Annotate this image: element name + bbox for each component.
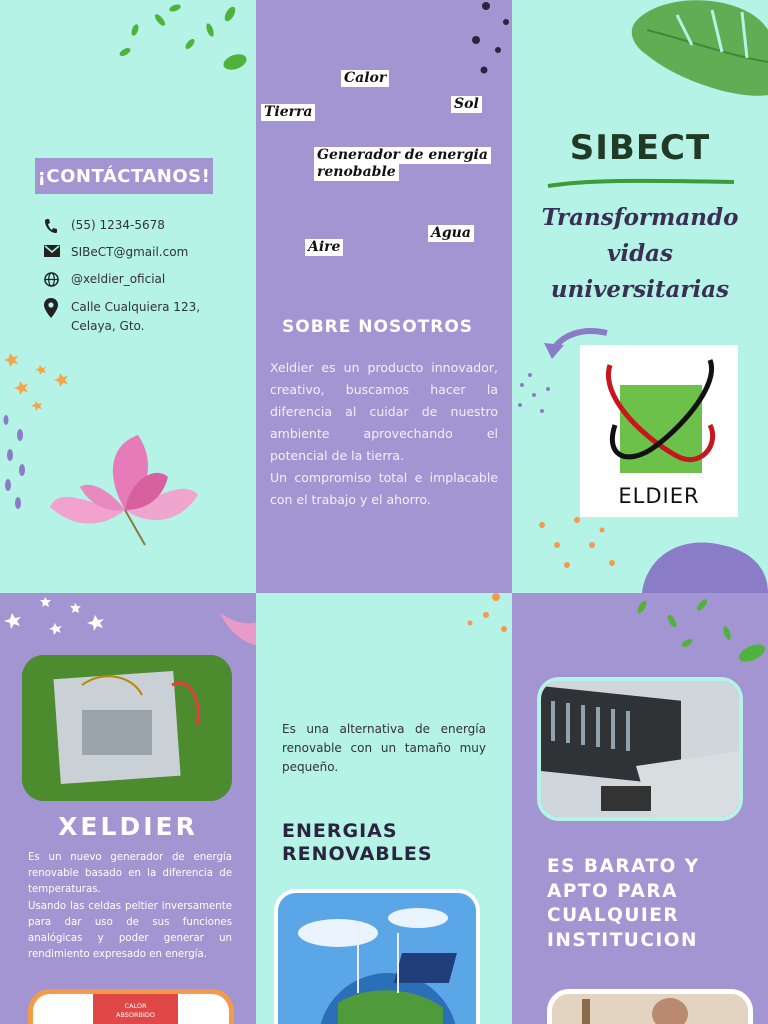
globe-icon <box>44 272 62 290</box>
mail-icon <box>44 245 62 260</box>
contact-panel <box>0 0 256 593</box>
wind-turbine-photo <box>274 889 480 1024</box>
affordable-heading <box>547 855 747 953</box>
tagline-line-2: vidas <box>606 240 674 267</box>
monstera-leaf-image <box>617 0 768 100</box>
contact-social <box>44 272 165 290</box>
person-photo <box>547 989 753 1024</box>
affordable-line-4: INSTITUCION <box>547 929 699 951</box>
tag-agua: Agua <box>428 225 474 242</box>
card-line-1: CALOR <box>124 1002 147 1010</box>
card-frame <box>28 989 234 1024</box>
tag-aire: Aire <box>305 239 343 256</box>
location-pin-icon <box>44 298 62 321</box>
affordable-line-1: ES BARATO Y <box>547 856 700 877</box>
affordable-panel <box>512 593 768 1024</box>
tag-tierra: Tierra <box>261 104 315 121</box>
green-leaves-decoration <box>622 593 768 668</box>
contact-address <box>44 298 200 336</box>
tagline-line-1: Transformando <box>541 204 739 231</box>
tag-sol: Sol <box>451 96 482 113</box>
xeldier-paragraph-1: Es un nuevo generador de energía renovable basado en la diferencia de temperaturas. <box>28 852 232 896</box>
brand-title: SIBECT <box>569 128 711 168</box>
contact-phone <box>44 218 165 237</box>
pink-flower-image <box>50 435 200 547</box>
earth-turbines-image <box>278 893 480 1024</box>
logo-x-mark <box>580 345 738 485</box>
dots-decoration <box>436 0 512 90</box>
phone-icon <box>44 218 62 237</box>
email-address: SIBeCT@gmail.com <box>71 245 189 259</box>
tag-calor: Calor <box>341 70 389 87</box>
contact-title: ¡CONTÁCTANOS! <box>35 158 213 194</box>
affordable-line-2: APTO PARA <box>547 880 678 902</box>
contact-email <box>44 245 188 260</box>
about-paragraph-1: Xeldier es un producto innovador, creativo, buscamos hacer la diferencia al cuidar de nuestro ambiente aprovechando el potencial de la tierra. <box>270 360 498 463</box>
mixer-photo <box>537 677 743 821</box>
affordable-line-3: CUALQUIER <box>547 905 680 926</box>
tagline-line-3: universitarias <box>550 276 730 303</box>
stars-decoration <box>0 593 110 653</box>
card-line-2: ABSORBIDO <box>115 1011 156 1019</box>
person-image <box>552 994 748 1024</box>
renewables-heading <box>282 820 433 866</box>
xeldier-heading: XELDIER <box>58 812 198 841</box>
tag-generador-line1: Generador de energia <box>314 147 491 164</box>
tag-generador-line2: renobable <box>314 164 399 181</box>
xeldier-paragraph-2: Usando las celdas peltier inversamente para dar uso de sus funciones analógicas y poder generar un rendimiento expresado en energía. <box>28 900 232 961</box>
phone-number: (55) 1234-5678 <box>71 218 165 232</box>
renewables-heading-line-2: RENOVABLES <box>282 843 433 865</box>
address-line-2: Celaya, Gto. <box>71 319 145 333</box>
logo-text: ELDIER <box>618 484 700 508</box>
renewables-panel <box>256 593 512 1024</box>
about-heading: SOBRE NOSOTROS <box>282 317 474 337</box>
social-handle: @xeldier_oficial <box>71 272 166 286</box>
renewables-intro: Es una alternativa de energía renovable con un tamaño muy pequeño. <box>282 722 486 774</box>
renewables-heading-line-1: ENERGIAS <box>282 820 398 842</box>
leaves-decoration <box>100 0 256 85</box>
calor-card <box>93 994 178 1024</box>
xeldier-text <box>28 850 232 963</box>
orange-dots-decoration <box>456 593 512 643</box>
brushstroke-underline <box>546 176 736 190</box>
audio-mixer-image <box>541 681 739 817</box>
about-paragraph-2: Un compromiso total e implacable con el trabajo y el ahorro. <box>270 470 498 507</box>
purple-blob-decoration <box>532 505 768 593</box>
about-text <box>270 357 498 511</box>
tagline <box>512 200 768 308</box>
address-line-1: Calle Cualquiera 123, <box>71 300 201 314</box>
